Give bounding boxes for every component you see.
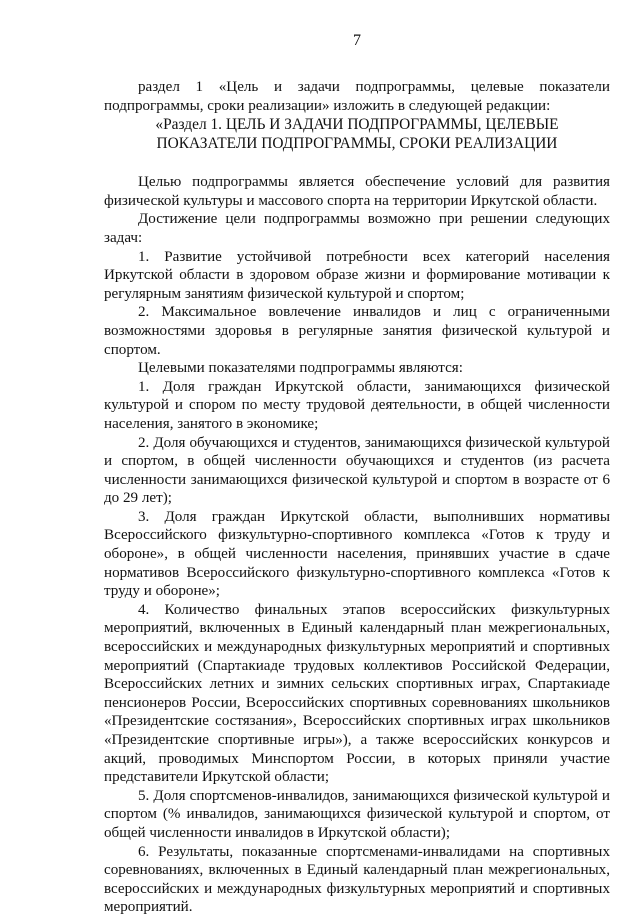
goal-paragraph: Целью подпрограммы является обеспечение условий для развития физической культуры и массового спорта на территории Иркутской области.	[104, 174, 610, 209]
section-heading-line-2: ПОКАЗАТЕЛИ ПОДПРОГРАММЫ, СРОКИ РЕАЛИЗАЦИИ	[156, 135, 558, 153]
indicator-1-paragraph: 1. Доля граждан Иркутской области, занимающихся физической культурой и спором по месту трудовой деятельности, в общей численности населения, занятого в экономике;	[104, 378, 610, 432]
indicators-intro-paragraph: Целевыми показателями подпрограммы являются:	[138, 360, 463, 377]
section-heading-line-1: «Раздел 1. ЦЕЛЬ И ЗАДАЧИ ПОДПРОГРАММЫ, ЦЕЛЕВЫЕ	[155, 116, 559, 134]
indicator-2-paragraph: 2. Доля обучающихся и студентов, занимающихся физической культурой и спортом, в общей численности обучающихся и студентов (из расчета численности занимающихся физической культурой и спортом в возрасте от 6 до 29 лет);	[104, 434, 610, 507]
indicator-4-paragraph: 4. Количество финальных этапов всероссийских физкультурных мероприятий, включенных в Единый календарный план межрегиональных, всероссийских и международных физкультурных мероприятий и спортивных мероприятий (Спартакиаде трудовых коллективов Российской Федерации, Всероссийских летних и зимних сельских спортивных играх, Спартакиаде пенсионеров России, Всероссийских спортивных соревнованиях школьников «Президентские состязания», Всероссийских спортивных играх школьников «Президентские спортивные игры»), а также всероссийских конкурсов и акций, проводимых Минспортом России, в которых приняли участие представители Иркутской области;	[104, 601, 610, 786]
intro-paragraph: раздел 1 «Цель и задачи подпрограммы, целевые показатели подпрограммы, сроки реализации» изложить в следующей редакции:	[104, 79, 610, 114]
indicator-3-paragraph: 3. Доля граждан Иркутской области, выполнивших нормативы Всероссийского физкультурно-спортивного комплекса «Готов к труду и обороне», в общей численности населения, принявших участие в сдаче нормативов Всероссийского физкультурно-спортивного комплекса «Готов к труду и обороне»;	[104, 508, 610, 600]
page-number: 7	[353, 32, 361, 49]
indicator-6-paragraph: 6. Результаты, показанные спортсменами-инвалидами на спортивных соревнованиях, включенных в Единый календарный план межрегиональных, всероссийских и международных физкультурных мероприятий и спортивных мероприятий.	[104, 843, 610, 916]
task-2-paragraph: 2. Максимальное вовлечение инвалидов и лиц с ограниченными возможностями здоровья в регулярные занятия физической культурой и спортом.	[104, 304, 610, 358]
heading-spacer	[104, 153, 610, 173]
task-1-paragraph: 1. Развитие устойчивой потребности всех категорий населения Иркутской области в здоровом образе жизни и формирование мотивации к регулярным занятиям физической культурой и спортом;	[104, 248, 610, 302]
indicator-5-paragraph: 5. Доля спортсменов-инвалидов, занимающихся физической культурой и спортом (% инвалидов, занимающихся физической культурой и спортом, от общей численности инвалидов в Иркутской области);	[104, 787, 610, 841]
tasks-intro-paragraph: Достижение цели подпрограммы возможно при решении следующих задач:	[104, 211, 610, 246]
